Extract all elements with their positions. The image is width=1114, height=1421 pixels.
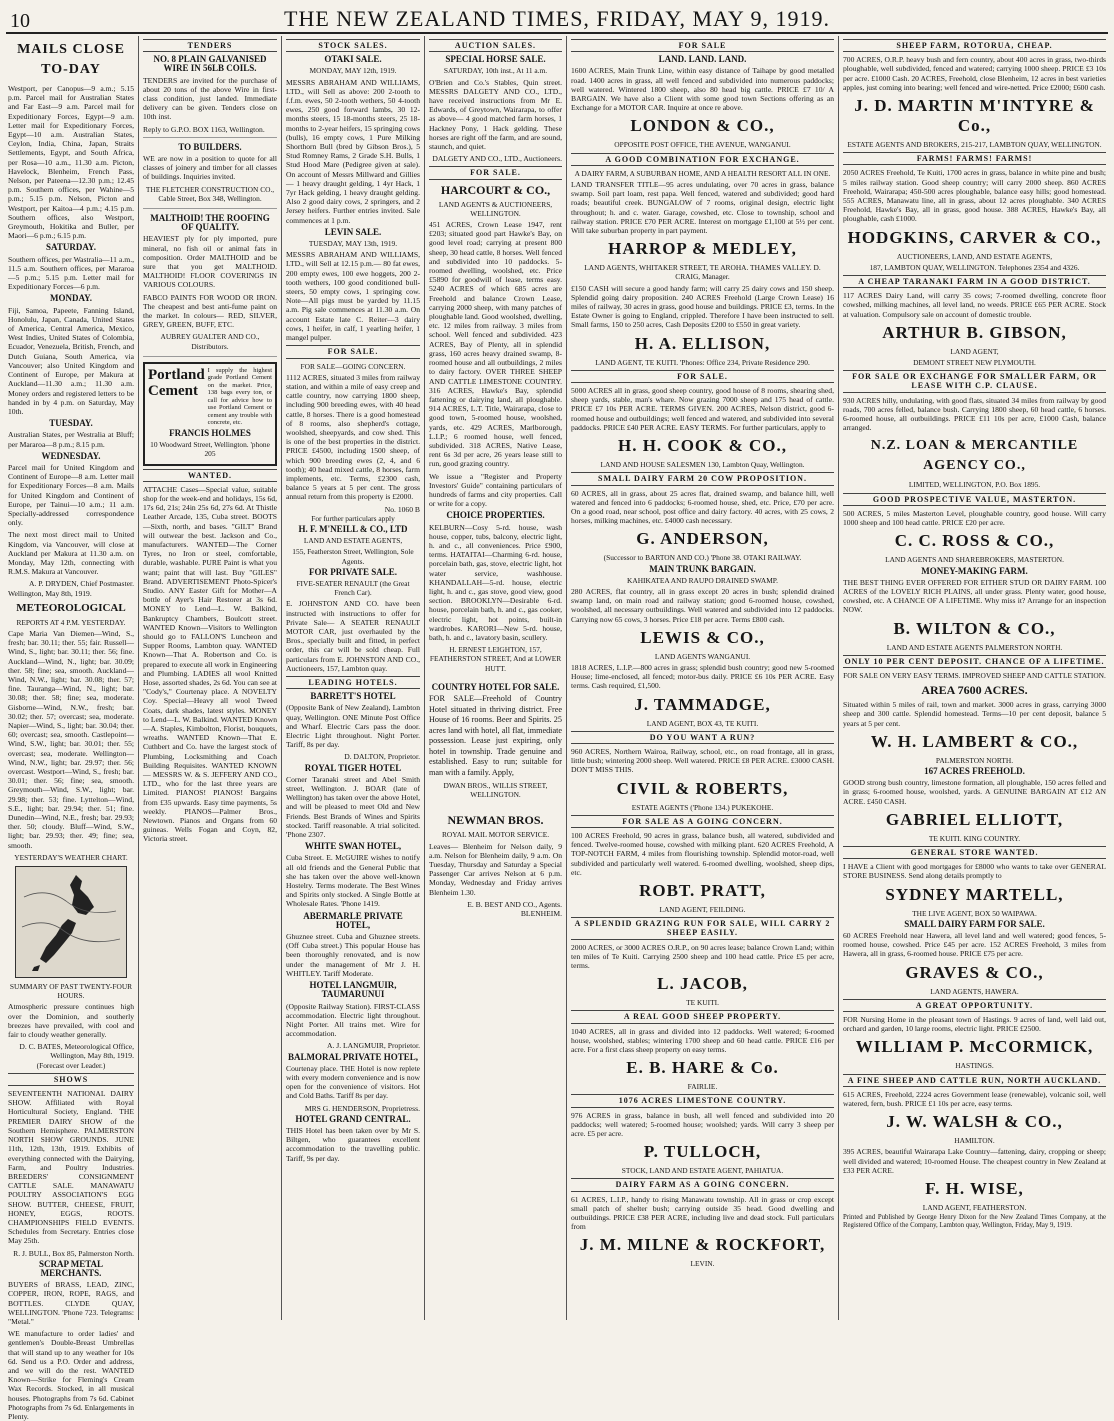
lewis-address: LAND AGENTS WANGANUI.: [654, 651, 751, 661]
scrap-body: BUYERS of BRASS, LEAD, ZINC, COPPER, IRON, ROPE, RAGS, and BOTTLES. CLYDE QUAY, WELLINGTON. 'Phone 723. Telegrams: "Metal.": [8, 1280, 134, 1326]
meteorological-reports: Cape Maria Van Diemen—Wind, S., fresh; bar. 30.11; ther. 55; fair. Russell—Wind, S., light; bar. 30.11; ther. 56; fine. Auckland—Wind, N., light; bar. 30.09; ther. 58; fine; sea, smooth. Auckland—Wind, N.W., light; bar. 30.08; ther. 57; fine. Tauranga—Wind, N., light; bar. 30.08; ther. 58; fine; sea, moderate. Gisborne—Wind, N.W., fresh; bar. 30.02; ther. 57; overcast; sea, moderate. Napier—Wind, S., light; bar. 30.04; ther. 60; overcast; sea, smooth. Castlepoint—Wind, S.W., light; bar. 30.01; ther. 55; overcast; sea, moderate. Wellington—Wind, N.W., light; bar. 29.97; ther. 56; overcast. Westport—Wind, S., fresh; bar. 30.01; ther. 56; fine; sea, smooth. Greymouth—Wind, S.W., light; bar. 29.98; ther. 53; fine. Lyttelton—Wind, S.E., light; bar. 29.94; ther. 51; fine. Dunedin—Wind, N.E., fresh; bar. 29.93; ther. 50; cloudy. Bluff—Wind, S.W., light; bar. 29.93; ther. 49; fine; sea, smooth.: [8, 628, 134, 850]
private-sale-heading: FOR PRIVATE SALE.: [309, 566, 397, 577]
scrap-heading: SCRAP METAL MERCHANTS.: [38, 1258, 104, 1278]
weather-chart-map: [15, 866, 127, 978]
imprint: Printed and Published by George Henry Dixon for the New Zealand Times Company, at the Registered Office of the Company, Lambton quay, Wellington, Friday, May 9, 1919.: [843, 1214, 1106, 1230]
jacob-address: TE KUITI.: [686, 998, 719, 1008]
otaki-body: MESSRS ABRAHAM AND WILLIAMS, LTD., will Sell as above: 200 2-tooth to f.f.m. ewes, 50 2-tooth wethers, 50 4-tooth ewes, 250 good forward lambs, 30 12-months steers, 15 18-months steers, 25 18-months to 2-year heifers, 15 springing cows (bulls), 16 empty cows, 1 Pure Milking Shorthorn Bull (bred by Gibson Bros.), 5 Stud Romney Rams, 2 Grade S.H. Bulls, 1 Stud Hood Mare (Pedigree given at sale). On account of Messrs Millward and Gillies— 1 heavy draught gelding, 1 4yr Hack, 1 7yr Hack gelding, 1 heavy draught gelding. Also 2 good dairy cows, 2 springers, and 2 Jersey heifers. Further entries invited. Sale commences at 1 p.m.: [286, 77, 420, 225]
choice-body: KELBURN—Cosy 5-rd. house, wash house, copper, tubs, balcony, electric light, h. and c., all conveniences. Price £900, terms. HATAITAI—Charming 6-rd. house, porcelain bath, gas, stove, electric light, hot water service, washhouse. KHANDALLAH—5-rd. house, electric light, h. and c., gas stove, good view, good section. BROOKLYN—Desirable 6-rd. house, porcelain bath, h. and c., gas cooker, electric light, hot points, built-in wardrobes. KARORI—New 5-rd. house, bath, h. and c., lavatory basin, scullery.: [429, 522, 562, 642]
hare-name: E. B. HARE & Co.: [626, 1058, 779, 1078]
pratt-name: ROBT. PRATT,: [639, 880, 766, 900]
portland-signature: FRANCIS HOLMES: [169, 427, 251, 438]
nzloan-address: LIMITED, WELLINGTON, P.O. Box 1895.: [908, 480, 1041, 490]
going-concern-body: 1112 ACRES, situated 3 miles from railway station, and within a mile of easy creep and cattle country, now carrying 1800 sheep, including 900 breeding ewes, with 40 head cattle, 8 horses. There is a good homestead of 8 rooms, also shepherd's cottage, woolshed, sheepyards, and cow shed. This is one of the best properties in the district. PRICE £4500, including 1500 sheep, of which 900 breeding ewes (2, 4, and 6 tooth); 40 head mixed cattle, 8 horses, farm implements, etc. Terms, £2300 cash, balance 5 years at 5 per cent. The gross annual return from this property is £2000.: [286, 372, 420, 502]
martin-name: J. D. MARTIN M'INTYRE & Co.,: [854, 96, 1095, 136]
new-zealand-map-icon: [16, 867, 126, 977]
hawera-body: 60 ACRES Freehold near Hawera, all level land and well watered; good fences, 5-roomed house, cowshed. Price £45 per acre. 152 ACRES Freehold, 3 miles from Hawera, all in grass, 6-roomed house. PRICE £75 per acre.: [843, 930, 1106, 959]
builders-signature: THE FLETCHER CONSTRUCTION CO., Cable Street, Box 348, Wellington.: [145, 184, 275, 203]
ellison-body: £150 CASH will secure a good handy farm; will carry 25 dairy cows and 150 sheep. Splendid going dairy proposition. 240 ACRES Freehold (Large Crown Lease) 16 miles of railway, 30 acres in grass, good house and buildings. PRICE £3, terms. In the Estate Owner is going to England, crippled. Therefore I have been instructed to sell. Small farms, 150 to 250 acres, Cash Deposits £200 to £550 in great variety.: [571, 283, 834, 330]
balmoral-body: Courtenay place. THE Hotel is now replete with every modern convenience and is now open for the convenience of visitors. Hot and Cold Baths. Tariff 8s per day.: [286, 1063, 420, 1101]
hodgkins-name: HODGKINS, CARVER & CO.,: [847, 227, 1102, 247]
barretts-body: (Opposite Bank of New Zealand), Lambton quay, Wellington. ONE Minute Post Office and Wharf. Electric Cars pass the door. Electric Light throughout. Night Porter. Tariff, 8s per day.: [286, 703, 420, 750]
ellison-name: H. A. ELLISON,: [634, 333, 771, 353]
postal-signature: A. P. DRYDEN, Chief Postmaster.: [28, 579, 134, 589]
elliott-address: TE KUITI. KING COUNTRY.: [928, 833, 1021, 843]
walsh-address: HAMILTON.: [954, 1136, 995, 1146]
tammadge-name: J. TAMMADGE,: [634, 694, 771, 714]
shows-signature: R. J. BULL, Box 85, Palmerston North.: [13, 1248, 134, 1258]
shows-heading: SHOWS: [8, 1073, 134, 1086]
further-particulars: For further particulars apply: [311, 513, 395, 523]
elliott-name: GABRIEL ELLIOTT,: [885, 809, 1064, 829]
ellison-address: LAND AGENT, TE KUITI. 'Phones: Office 234, Private Residence 290.: [595, 357, 810, 367]
mneill-signature: H. F. M'NEILL & CO., LTD: [298, 523, 408, 534]
masterton-heading: GOOD PROSPECTIVE VALUE, MASTERTON.: [843, 493, 1106, 506]
hodgkins-address: 187, LAMBTON QUAY, WELLINGTON. Telephones 2354 and 4326.: [869, 262, 1080, 272]
white-swan-heading: WHITE SWAN HOTEL,: [304, 841, 402, 852]
limestone-body: 976 ACRES in grass, balance in bush, all well fenced and subdivided into 20 paddocks; well watered; 5-roomed house; woolshed; yards. Will carry 3 sheep per acre. £5 per acre.: [571, 1110, 834, 1139]
langmuir-body: (Opposite Railway Station). FIRST-CLASS accommodation. Electric light throughout. Night Porter. All trains met. Wire for accommodation.: [286, 1001, 420, 1039]
postal-note: The next most direct mail to United Kingdom, via Vancouver, will close at Auckland per Makura at 11.30 a.m. on Monday, May 12th, connecting with R.M.S. Makura at Vancouver.: [8, 530, 134, 577]
civil-roberts-address: ESTATE AGENTS ('Phone 134.) PUKEKOHE.: [631, 802, 774, 812]
grazing-run-body: 2000 ACRES, or 3000 ACRES O.R.P., on 90 acres lease; balance Crown Land; within ten miles of Te Kuiti. Carrying 2500 sheep and 100 head cattle. Price £5 per acre, terms.: [571, 942, 834, 970]
levin-body: MESSRS ABRAHAM AND WILLIAMS, LTD., will Sell at 12.15 p.m.— 80 fat ewes, 200 empty ewes, 100 ewe hoggets, 200 2-tooth wethers, 100 good conditioned bull-steers, 50 empty cows, 1 springing cow. Note—All pigs must be yarded by 11.15 a.m. Pig sale commences at 11.30 a.m. On account Estate late C. Reiter—3 dairy cows, 1 heifer, in calf, 1 yearling heifer, 1 mangel pulper.: [286, 250, 420, 343]
harcourt-name: HARCOURT & CO.,: [440, 182, 551, 197]
summary-body: Atmospheric pressure continues high over the Dominion, and southerly breezes have prevailed, with cool and fair to cloudy weather generally.: [8, 1002, 134, 1040]
hare-address: FAIRLIE.: [687, 1082, 718, 1092]
wilton-name: B. WILTON & CO.,: [893, 618, 1056, 638]
meteorological-subheading: REPORTS AT 4 P.M. YESTERDAY.: [16, 617, 126, 627]
abermarle-heading: ABERMARLE PRIVATE HOTEL,: [303, 910, 403, 930]
walsh-name: J. W. WALSH & CO.,: [886, 1112, 1063, 1132]
rotorua-body: 700 ACRES, O.R.P. heavy bush and fern country, about 400 acres in grass, two-thirds ploughable, well subdivided, fenced and watered; carrying 1000 sheep. PRICE £3 10s per acre. £1000 Cash. 20 ACRES, Freehold, close Blenheim, 12 acres in best varieties apples, just coming into bearing; well fenced and wire-netted. Price £2000; £600 cash.: [843, 55, 1106, 92]
grand-central-body: THIS Hotel has been taken over by Mr S. Biltgen, who guarantees excellent accommodation to the travelling public. Tariff, 9s per day.: [286, 1125, 420, 1163]
sheep-property-heading: A REAL GOOD SHEEP PROPERTY.: [571, 1010, 834, 1023]
small-dairy-body: 60 ACRES, all in grass, about 25 acres flat, drained swamp, and balance hill, well watered and fenced into 6 paddocks; 6-roomed house, shed, etc. Price, £70 per acre. On a good road, near school, post office and dairy factory. 40 acres, with 25 cows, 2 horses, milking machines, etc. £4000 cash necessary.: [571, 488, 834, 526]
abermarle-body: Ghuznee street. Cuba and Ghuznee streets. (Off Cuba street.) This popular House has been thoroughly renovated, and is now under the management of Mr J. H. WHITLEY. Tariff Moderate.: [286, 932, 420, 978]
weather-chart-heading: YESTERDAY'S WEATHER CHART.: [14, 852, 128, 862]
martell-name: SYDNEY MARTELL,: [885, 884, 1064, 904]
portland-description: I supply the highest grade Portland Cement on the market. Price, 138 bags every ton, or call for advice how to use Portland Cement or cement any trouble with concrete, etc.: [207, 366, 272, 427]
malthoid-ad: [143, 214, 277, 357]
chance-subheading: FOR SALE ON VERY EASY TERMS. IMPROVED SHEEP AND CATTLE STATION.: [843, 670, 1106, 680]
farms-heading: FARMS! FARMS! FARMS!: [843, 152, 1106, 165]
anderson-address: (Successor to BARTON AND CO.) 'Phone 38. OTAKI RAILWAY.: [603, 553, 802, 563]
wanted-body: ATTACHE Cases—Special value, suitable shop for the week-end and holidays, 15s 6d, 17s 6d, 21s; 24in 25s 6d, 27s 6d. At Thistle Leather Arcade, 135, Cuba street. BOOTS—Sixth, north, and bases. "GILT" Brand will outwear the best. Jackson and Co., manufacturers. WANTED—The Corner Tyres, no Iron or steel, comfortable, durable, washable. PURE Paint is what you want; paint that will last. Buy "GILES" Brand. ADVERTISEMENT Photo-Spicer's Studio. ANY Easter Gift for Mother—A bottle of Ayer's Hair Restorer at 3s 6d. MONEY to Lend—L. W. Balkind, Bankruptcy Chambers, Boulcott street. WANTED Known—Visitors to Wellington should go to FALLON'S Luncheon and Supper Rooms, Lambton quay. WANTED Known—That A. Robertson and Co. is prepared to execute all work in Engineering and Plumbing. LADIES all wool Knitted Hose, assorted shades, 2s 6d. You can see at "Cody's," Courtenay place. A NOVELTY Coy. Special—Heavy all wool Tweed Coats, dark shades, latest styles. MONEY to Lend—L. W. Balkind. WANTED Known—A. Staples, Kimbolton, Florist, bouquets, wreaths. WANTED Known—That E. Cuthbert and Co. have the largest stock of Plumbing, Locksmithing and Coach Building Requisites. WANTED KNOWN — MESSRS W. & S. JEFFERY AND CO., LTD., who for the last three years are Limited. PIANOS! PIANOS! Bargains from £35 upwards. Easy time payments, 5s weekly. PIANOS—Palmer Bros., Newtown. Pianos and Organs from 60 guineas. Wells Fogan and Coyn, 82, Victoria street.: [143, 484, 277, 844]
masthead-rule: [6, 32, 1108, 34]
register-note: We issue a "Register and Property Investors' Guide" containing particulars of hundreds of farms and city properties. Call or write for a copy.: [429, 471, 562, 509]
tender-wire-title: NO. 8 PLAIN GALVANISED WIRE IN 56LB COILS.: [153, 54, 267, 74]
farms-body: 2050 ACRES Freehold, Te Kuiti, 1700 acres in grass, balance in white pine and bush; 5 miles railway station. Good sheep country; will carry 2000 sheep. 860 ACRES Freehold, Wairarapa; 450-500 acres ploughable, balance easy hills; good homestead. 555 ACRES, Manawatu line, all in grass, about 12 acres ploughable. 340 ACRES Freehold, Hawke's Bay, all in grass, good house. 388 ACRES, Hawke's Bay, all ploughable, cash £1000.: [843, 168, 1106, 224]
north-auckland-body: 615 ACRES, Freehold, 2224 acres Government lease (renewable), volcanic soil, well watered, fern, bush. PRICE £1 10s per acre, easy terms.: [843, 1089, 1106, 1108]
page-number: 10: [10, 10, 30, 32]
aubrey-signature: AUBREY GUALTER AND CO., Distributors.: [160, 332, 260, 351]
portland-cement-ad: [143, 362, 277, 466]
graves-address: LAND AGENTS, HAWERA.: [930, 986, 1019, 996]
column-stock-hotels: [282, 36, 424, 1320]
harrop-address: LAND AGENTS, WHITAKER STREET, TE AROHA. THAMES VALLEY. D. CRAIG, Manager.: [584, 263, 821, 282]
dairy-concern-body: 61 ACRES, L.I.P., handy to rising Manawatu township. All in grass or crop except small patch of shelter bush; carrying outside 35 head. Good dwelling and outbuildings. PRICE £38 PER ACRE, including live and dead stock. Full particulars from: [571, 1194, 834, 1232]
malthoid-body: HEAVIEST ply for ply imported, pure mineral, no fish oil or animal fats in composition. Order MALTHOID and be sure that you get MALTHOID. MALTHOID! FLOOR COVERINGS IN VARIOUS COLOURS.: [143, 234, 277, 290]
going-concern-subheading: FOR SALE—GOING CONCERN.: [300, 361, 406, 371]
barretts-signature: D. DALTON, Proprietor.: [344, 752, 420, 762]
opportunity-body: FOR Nursing Home in the pleasant town of Hastings. 9 acres of land, well laid out, orchard and garden, 10 large rooms, electric light. PRICE £2500.: [843, 1014, 1106, 1034]
leading-hotels-heading: LEADING HOTELS.: [286, 676, 420, 689]
graves-name: GRAVES & CO.,: [905, 962, 1044, 982]
royal-tiger-body: Corner Taranaki street and Abel Smith street, Wellington. J. BOAR (late of Wellington) has taken over the above Hotel, and will be pleased to meet Old and New Friends. Best Brands of Wines and Spirits stocked. Tariff reasonable. A trial solicited. 'Phone 2307.: [286, 774, 420, 840]
cement-word: Cement: [148, 382, 198, 399]
tuesday-body: Australian States, per Westralia at Bluff; per Mararoa—8 p.m.; 8.15 p.m.: [8, 430, 134, 449]
mails-heading: MAILS CLOSE TO-DAY: [17, 42, 125, 77]
country-hotel-body: FOR SALE—Freehold of Country Hotel situated in thriving district. Free House of 16 rooms. Beer and Spirits. 25 acres land with hotel, all flat, immediate possession. Lease just expiring, only hotel in township. Trade genuine and established. Easy to run; suitable for man with a family. Apply,: [429, 694, 562, 777]
wise-name: F. H. WISE,: [925, 1179, 1024, 1199]
lewis-name: LEWIS & CO.,: [640, 627, 765, 647]
portland-word: Portland: [148, 366, 205, 383]
main-trunk-body: 280 ACRES, flat country, all in grass except 20 acres in bush; splendid drained swamp land, on main road and railway station; good 6-roomed house, cowshed, woolshed, all necessary outbuildings. Well watered and subdivided into 12 paddocks. Carrying now 65 cows, 3 horses. Price £18 per acre. Terms £800 cash.: [571, 586, 834, 624]
saturday-body: Southern offices, per Wastralia—11 a.m., 11.5 a.m. Southern offices, per Mararoa—5 p.m.; 5.15 p.m. Letter mail for Expeditionary Forces—6 p.m.: [8, 254, 134, 292]
land-row: LAND. LAND. LAND.: [658, 54, 747, 65]
wise-address: LAND AGENT, FEATHERSTON.: [922, 1203, 1027, 1213]
masthead: [0, 4, 1114, 32]
civil-roberts-name: CIVIL & ROBERTS,: [616, 778, 789, 798]
tender-wire-body: TENDERS are invited for the purchase of about 20 tons of the above Wire in first-class condition, just landed. Immediate delivery can be given. Tenders close on 10th inst.: [143, 75, 277, 122]
forecast-note: (Forecast over Leader.): [36, 1060, 106, 1070]
wednesday-heading: WEDNESDAY.: [41, 450, 101, 461]
exchange-body: 930 ACRES hilly, undulating, with good flats, situated 34 miles from railway by good roads, 700 acres felled, balance bush. Carrying 1800 sheep, 60 head cattle, 6 horses. 6-roomed house, all outbuildings. PRICE £11 10s per acre, £1000 Cash, balance arranged.: [843, 395, 1106, 433]
small-dairy-heading: SMALL DAIRY FARM 20 COW PROPOSITION.: [571, 472, 834, 485]
builders-title: TO BUILDERS.: [178, 141, 242, 152]
monday-heading: MONDAY.: [49, 293, 93, 304]
opportunity-heading: A GREAT OPPORTUNITY.: [843, 999, 1106, 1012]
rotorua-heading: SHEEP FARM, ROTORUA, CHEAP.: [843, 39, 1106, 52]
monday-body: Fiji, Samoa, Papeete, Fanning Island, Honolulu, Japan, Canada, United States of America, Central America, Mexico, West Indies, United States of Colombia, Ecuador, Venezuela, British, French, and Dutch Guiana, South America, via Vancouver; also United Kingdom and Continent of Europe, per Makura at Auckland—11.30 a.m.; 11.30 a.m. Money orders and registered letters to be handed in by 4 p.m. on Saturday, May 10th.: [8, 305, 134, 416]
going-concern-heading: FOR SALE AS A GOING CONCERN.: [571, 815, 834, 828]
hodgkins-subtitle: AUCTIONEERS, LAND, AND ESTATE AGENTS,: [896, 251, 1053, 261]
money-making-heading: MONEY-MAKING FARM.: [921, 565, 1028, 576]
combination-subheading: A DAIRY FARM, A SUBURBAN HOME, AND A HEALTH RESORT ALL IN ONE.: [574, 168, 831, 178]
portland-address: 10 Woodward Street, Wellington. 'phone 205: [150, 440, 270, 459]
levin-heading: LEVIN SALE.: [324, 226, 382, 237]
chance-heading: ONLY 10 PER CENT DEPOSIT. CHANCE OF A LIFETIME.: [843, 655, 1106, 668]
column-land-ads-b: [839, 36, 1110, 1320]
main-trunk-subheading: KAHIKATEA AND RAUPO DRAINED SWAMP.: [627, 575, 778, 585]
money-making-body: THE BEST THING EVER OFFERED FOR EITHER STUD OR DAIRY FARM. 100 ACRES of the LOVELY RICH PLAINS, all under grass. Plenty water, good house, cowshed, etc. A CHANCE OF A LIFETIME. Why miss it? Arrange for an inspection NOW.: [843, 577, 1106, 615]
malthoid-title: MALTHOID! THE ROOFING OF QUALITY.: [150, 213, 270, 233]
fabco-body: FABCO PAINTS FOR WOOD OR IRON. The cheapest and best anti-fume paint on the market. In colours— RED, SILVER, GREY, GREEN, BUFF, ETC.: [143, 292, 277, 330]
meteorological-heading: METEOROLOGICAL: [16, 601, 126, 614]
tender-wire-ad: [143, 55, 277, 138]
country-hotel-heading: COUNTRY HOTEL FOR SALE.: [431, 681, 560, 692]
martell-address: THE LIVE AGENT, BOX 50 WAIPAWA.: [912, 908, 1037, 918]
dwan-signature: DWAN BROS., WILLIS STREET, WELLINGTON.: [443, 781, 548, 800]
milne-name: J. M. MILNE & ROCKFORT,: [579, 1235, 826, 1255]
private-sale-body: E. JOHNSTON AND CO. have been instructed with instructions to offer for Private Sale— A SEATER RENAULT MOTOR CAR, just overhauled by the Bros., specially built and fitted, in perfect order, this car will be sold cheap. Full particulars from E. JOHNSTON AND CO., Auctioneers, 157, Lambton quay.: [286, 599, 420, 673]
mneill-subtitle: LAND AND ESTATE AGENTS,: [303, 536, 403, 546]
general-store-body: I HAVE a Client with good mortgages for £8000 who wants to take over GENERAL STORE BUSINESS. Send along details promptly to: [843, 862, 1106, 881]
horse-sale-heading: SPECIAL HORSE SALE.: [445, 54, 546, 65]
horse-sale-date: SATURDAY, 10th inst., At 11 a.m.: [443, 66, 548, 76]
gibson-address: DEMONT STREET NEW PLYMOUTH.: [913, 358, 1036, 368]
taranaki-heading: A CHEAP TARANAKI FARM IN A GOOD DISTRICT.: [843, 275, 1106, 288]
tuesday-heading: TUESDAY.: [49, 418, 93, 429]
levin-date: TUESDAY, MAY 13th, 1919.: [308, 239, 398, 249]
freehold-body: GOOD strong bush country, limestone formation, all ploughable, 150 acres felled and in grass; 6-roomed house, woolshed, yards. A GENUINE BARGAIN AT £12 AN ACRE. £450 CASH.: [843, 778, 1106, 806]
sheep-property-body: 1040 ACRES, all in grass and divided into 12 paddocks. Well watered; 6-roomed house, woolshed, stables; wintering 1700 sheep and 60 head cattle. PRICE £16 per acre. For a first class sheep property on easy terms.: [571, 1026, 834, 1055]
cook-name: H. H. COOK & CO.,: [617, 436, 788, 456]
postal-date: Wellington, May 8th, 1919.: [8, 588, 92, 598]
wilton-address: LAND AND ESTATE AGENTS PALMERSTON NORTH.: [886, 642, 1063, 652]
builders-body: WE are now in a position to quote for all classes of joinery and timber for all classes of buildings. Inquiries invited.: [143, 154, 277, 182]
anderson-name: G. ANDERSON,: [636, 529, 769, 549]
auction-sales-heading: AUCTION SALES.: [429, 39, 562, 52]
private-sale-subheading: FIVE-SEATER RENAULT (the Great French Car).: [296, 578, 410, 598]
column-mails-weather: [4, 36, 138, 1421]
column-auctions: [425, 36, 566, 1320]
misc-ads: WE manufacture to order ladies' and gentlemen's Double-Breast Umbrellas that will stand up to any weather for 10s 6d. Send us a P.O. Order and address, and we will do the rest. WANTED Known—Strike for Fleming's Cream Wax Records. Stocked, in all musical houses. Photographs from 7s 6d. Cabinet Photographs from 7s 6d. Enlargements in Plenty.: [8, 1329, 134, 1421]
taranaki-body: 117 ACRES Dairy Land, will carry 35 cows; 7-roomed dwelling, concrete floor cowshed, milking machines, all level land, no weeds. PRICE £65 PER ACRE. Stock at valuation. Compulsory sale on account of domestic trouble.: [843, 291, 1106, 319]
grazing-run-heading: A SPLENDID GRAZING RUN FOR SALE, WILL CARRY 2 SHEEP EASILY.: [571, 917, 834, 939]
combination-heading: A GOOD COMBINATION FOR EXCHANGE.: [571, 153, 834, 166]
cook-heading: FOR SALE.: [571, 370, 834, 383]
freehold-heading: 167 ACRES FREEHOLD.: [924, 765, 1025, 776]
dairy-concern-heading: DAIRY FARM AS A GOING CONCERN.: [571, 1178, 834, 1191]
ross-name: C. C. ROSS & CO.,: [894, 531, 1055, 551]
harcourt-body: 451 ACRES, Crown Lease 1947, rent £203; situated good part Hawke's Bay, on good level road; carrying at present 800 sheep, 30 head cattle, 8 horses. Well fenced and subdivided into 10 paddocks. 5-roomed dwelling, woolshed, etc. Price £5890 for goodwill of lease, terms easy. 5240 ACRES of which 685 acres are Freehold and balance Crown Lease, carrying 2000 sheep, with many patches of ploughable land. Good woolshed, dwelling, etc. 12 miles from railway. 3 miles from school. Well fenced and subdivided. 423 ACRES, Bay of Plenty, all in splendid grass, 160 acres heavy drained swamp, 8-roomed house and all outbuildings, 2 miles to dairy factory. OVER THREE SHEEP AND CATTLE LIMESTONE COUNTRY. 316 ACRES, Hawke's Bay, splendid fattening or dairying land, all ploughable. 914 ACRES, L.T. Title, Wairarapa, close to good town, 5-roomed house, woolshed, yards, etc. 429 ACRES, Marlborough, L.I.P.; 6 roomed house, well fenced, subdivided. 318 ACRES, Native Lease, rent 6s 3d per acre, 26 years lease still to run, good grazing country.: [429, 220, 562, 469]
column-tenders-wanted: [139, 36, 281, 1320]
newspaper-title: THE NEW ZEALAND TIMES, FRIDAY, MAY 9, 1919.: [284, 6, 830, 31]
leighton-signature: H. ERNEST LEIGHTON, 157, FEATHERSTON STREET, And at LOWER HUTT.: [429, 645, 562, 673]
combination-body: LAND TRANSFER TITLE—95 acres undulating, over 70 acres in grass, balance swamp. Soil part loam, rest papa. Well fenced, watered and subdivided; good hard roads; beautiful creek. BUNGALOW of 7 rooms, original design, electric light throughout; h. and c. water. Garage, cowshed, etc. Close to township, school and railway station. PRICE £70 PER ACRE. Interest on mortgage £1,100 at 5½ per cent. Will take suburban property in part payment.: [571, 180, 834, 236]
builders-ad: [143, 143, 277, 209]
limestone-heading: 1076 ACRES LIMESTONE COUNTRY.: [571, 1094, 834, 1107]
harcourt-for-sale-heading: FOR SALE.: [429, 166, 562, 179]
general-store-heading: GENERAL STORE WANTED.: [843, 846, 1106, 859]
going-concern-body-2: 100 ACRES Freehold, 90 acres in grass, balance bush, all watered, subdivided and fenced. Twelve-roomed house, cowshed with milking plant. 620 ACRES Freehold, A TOP-NOTCH FARM, 4 miles from flourishing township. Splendid motor-road, well subdivided and particularly well watered. 6-roomed dwelling, woolshed, sheep dips, etc.: [571, 830, 834, 877]
tulloch-name: P. TULLOCH,: [643, 1142, 762, 1162]
pratt-address: LAND AGENT, FEILDING.: [659, 904, 746, 914]
barretts-heading: BARRETT'S HOTEL: [310, 691, 396, 702]
lambert-name: W. H. LAMBERT & CO.,: [870, 731, 1079, 751]
station-area: AREA 7600 ACRES.: [921, 683, 1028, 698]
stock-sales-heading: STOCK SALES.: [286, 39, 420, 52]
milne-address: LEVIN.: [690, 1259, 715, 1269]
for-sale-heading: FOR SALE.: [286, 345, 420, 358]
north-auckland-heading: A FINE SHEEP AND CATTLE RUN, NORTH AUCKLAND.: [843, 1074, 1106, 1087]
saturday-heading: SATURDAY.: [46, 242, 96, 253]
summary-heading: SUMMARY OF PAST TWENTY-FOUR HOURS.: [9, 982, 133, 1001]
lambert-address: PALMERSTON NORTH.: [935, 755, 1014, 765]
cook-address: LAND AND HOUSE SALESMEN 130, Lambton Quay, Wellington.: [600, 460, 805, 470]
masterton-body: 500 ACRES, 5 miles Masterton Level, ploughable country, good house. Will carry 1000 sheep and 100 head cattle. PRICE £20 per acre.: [843, 508, 1106, 528]
tenders-heading: TENDERS: [143, 39, 277, 52]
mccormick-name: WILLIAM P. McCORMICK,: [855, 1037, 1094, 1057]
tender-wire-reply: Reply to G.P.O. BOX 1163, Wellington.: [143, 124, 265, 134]
run-heading: DO YOU WANT A RUN?: [571, 731, 834, 744]
tammadge-body: 1818 ACRES, L.I.P.—800 acres in grass; splendid bush country; good new 5-roomed House; lime-enclosed, all fenced; motor-bus daily. PRICE £6 10s PER ACRE. Easy terms. Cash required, £1,500.: [571, 662, 834, 691]
london-ad-body: 1600 ACRES, Main Trunk Line, within easy distance of Taihape by good metalled road. 1400 acres in grass, all well fenced and subdivided into numerous paddocks; well watered. Wintered 1800 sheep, also 80 head big cattle. PRICE £7 10/ A BARGAIN. We have also a Client with some good town Sections offering as an Exchange for a MOTOR CAR. Inquire at once re above.: [571, 66, 834, 113]
harrop-name: HARROP & MEDLEY,: [608, 239, 797, 259]
otaki-date: MONDAY, MAY 12th, 1919.: [309, 66, 397, 76]
mccormick-address: HASTINGS.: [955, 1061, 994, 1071]
summary-signature: D. C. BATES, Meteorological Office, Wellington, May 8th, 1919.: [19, 1042, 134, 1061]
jacob-name: L. JACOB,: [657, 974, 748, 994]
station-body: Situated within 5 miles of rail, town and market. 3000 acres in grass, carrying 3000 sheep and 300 cattle. Splendid homestead. Terms—10 per cent deposit, balance 5 years at 5 per cent.: [843, 700, 1106, 728]
wanted-heading: WANTED.: [143, 469, 277, 482]
wednesday-body: Parcel mail for United Kingdom and Continent of Europe—8 a.m. Letter mail for Expeditionary Forces—8 a.m. Mails for United Kingdom and Continent of Europe, per Tainui—10 a.m.; 11 a.m. Specially-addressed correspondence only.: [8, 462, 134, 528]
hawera-heading: SMALL DAIRY FARM FOR SALE.: [904, 918, 1045, 929]
cook-body: 5000 ACRES all in grass, good sheep country, good house of 8 rooms, shearing shed, sheep yards, stable, man's whare. Now grazing 7000 sheep and 175 head of cattle. PRICE £7 10s PER ACRE. TERMS GIVEN. 200 ACRES, Nelson district, good 6-roomed house and outbuildings; well fenced and watered, and subdivided into several paddocks. PRICE £40 PER ACRE. EASY TERMS. For further particulars, apply to: [571, 386, 834, 432]
gibson-name: ARTHUR B. GIBSON,: [882, 322, 1067, 342]
royal-tiger-heading: ROYAL TIGER HOTEL: [304, 762, 402, 773]
choice-heading: CHOICE PROPERTIES.: [446, 510, 545, 521]
tammadge-address: LAND AGENT, BOX 43, TE KUITI.: [646, 718, 759, 728]
main-trunk-heading: MAIN TRUNK BARGAIN.: [649, 563, 756, 574]
column-land-ads-a: [567, 36, 838, 1320]
mails-body: Westport, per Canopus—9 a.m.; 5.15 p.m. Parcel mail for Australian States and Far East—9 a.m. Parcel mail for Expeditionary Forces, Egypt—9 a.m. Letter mail for Expeditionary Forces, Egypt—10 a.m. Australian States, Ceylon, India, China, Japan, Straits Settlements, Egypt, and South Africa, per Rosa—10 a.m., 11.30 a.m. Picton, Havelock, Blenheim, French Pass, Nelson, per Pateena—12.30 p.m.; 12.45 p.m. Southern offices, per Wahine—5 p.m.; 5.15 p.m. Nelson, Picton and Westport, per Kaitoa—4 p.m.; 4.15 p.m. Southern offices, also Westport, Greymouth, Hokitika and Buller, per Maori—6 p.m.; 6.15 p.m.: [8, 84, 134, 241]
harcourt-subtitle: LAND AGENTS & AUCTIONEERS, WELLINGTON.: [438, 199, 553, 218]
newman-subheading: ROYAL MAIL MOTOR SERVICE.: [441, 830, 550, 840]
going-concern-ref: No. 1060 B: [384, 504, 420, 514]
balmoral-signature: MRS G. HENDERSON, Proprietress.: [304, 1103, 420, 1113]
langmuir-signature: A. J. LANGMUIR, Proprietor.: [326, 1041, 420, 1051]
balmoral-heading: BALMORAL PRIVATE HOTEL,: [288, 1051, 418, 1062]
ross-address: LAND AGENTS AND SHAREBROKERS, MASTERTON.: [885, 555, 1064, 565]
horse-sale-body: O'Brien and Co.'s Stables, Quin street. MESSRS DALGETY AND CO., LTD., have received instructions from Mr E. Edwards, of Greytown, Wairarapa, to offer as above— 4 good matched farm horses, 1 Hackney Pony, 1 Hack gelding. These horses are right off the farm, and are sound, staunch, and quiet.: [429, 77, 562, 152]
wairarapa-body: 395 ACRES, beautiful Wairarapa Lake Country—fattening, dairy, cropping or sheep; well divided and watered; 10-roomed House. The cheapest country in New Zealand at £33 PER ACRE.: [843, 1147, 1106, 1175]
gibson-subtitle: LAND AGENT,: [950, 346, 999, 356]
for-sale-top-heading: FOR SALE: [571, 39, 834, 52]
newman-body: Leaves— Blenheim for Nelson daily, 9 a.m. Nelson for Blenheim daily, 9 a.m. On Tuesday, Thursday and Saturday a Special Passenger Car arrives Nelson at 6 p.m. Monday, Wednesday and Friday arrives Blenheim 1.30.: [429, 841, 562, 897]
best-signature: E. B. BEST AND CO., Agents. BLENHEIM.: [467, 899, 562, 919]
dalgety-signature: DALGETY AND CO., LTD., Auctioneers.: [432, 154, 562, 164]
grand-central-heading: HOTEL GRAND CENTRAL.: [295, 1113, 411, 1124]
white-swan-body: Cuba Street. E. McGUIRE wishes to notify all old friends and the General Public that she has taken over the above well-known Hostelry. Terms moderate. The Best Wines and Spirits only stocked. A Single Bottle at Wholesale Rates. 'Phone 1419.: [286, 853, 420, 909]
martin-address: ESTATE AGENTS AND BROKERS, 215-217, LAMBTON QUAY, WELLINGTON.: [847, 140, 1102, 150]
newman-heading: NEWMAN BROS.: [447, 813, 544, 828]
london-name: LONDON & CO.,: [630, 116, 775, 136]
nzloan-name: N.Z. LOAN & MERCANTILE AGENCY CO.,: [870, 438, 1079, 474]
run-body: 960 ACRES, Northern Wairoa, Railway, school, etc., on road frontage, all in grass, little bush; wintering 2000 sheep. Well watered. PRICE £8 PER ACRE. £3000 CASH. DON'T MISS THIS.: [571, 746, 834, 775]
exchange-heading: FOR SALE OR EXCHANGE FOR SMALLER FARM, OR LEASE WITH C.P. CLAUSE.: [843, 370, 1106, 392]
tulloch-address: STOCK, LAND AND ESTATE AGENT, PAHIATUA.: [621, 1166, 784, 1176]
shows-body: SEVENTEENTH NATIONAL DAIRY SHOW. Affiliated with Royal Horticultural Society, England. THE PREMIER DAIRY SHOW of the Southern Hemisphere. PALMERSTON NORTH SHOW GROUNDS. JUNE 11th, 12th, 13th, 1919. Exhibits of everything connected with the Dairying, Farm, and Poultry Industries. BREEDERS' CONSIGNMENT CATTLE SALE. MANAWATU POULTRY ASSOCIATION'S EGG SHOW. BUTTER, CHEESE, FRUIT, HONEY, EGGS, ROOTS. CHAMPIONSHIPS FIELD EVENTS. Schedules from Secretary. Entries close May 25th.: [8, 1089, 134, 1246]
langmuir-heading: HOTEL LANGMUIR, TAUMARUNUI: [309, 980, 397, 1000]
london-address: OPPOSITE POST OFFICE, THE AVENUE, WANGANUI.: [614, 140, 791, 150]
mneill-address: 155, Featherston Street, Wellington, Sole Agents.: [292, 547, 414, 566]
otaki-heading: OTAKI SALE.: [324, 54, 382, 65]
